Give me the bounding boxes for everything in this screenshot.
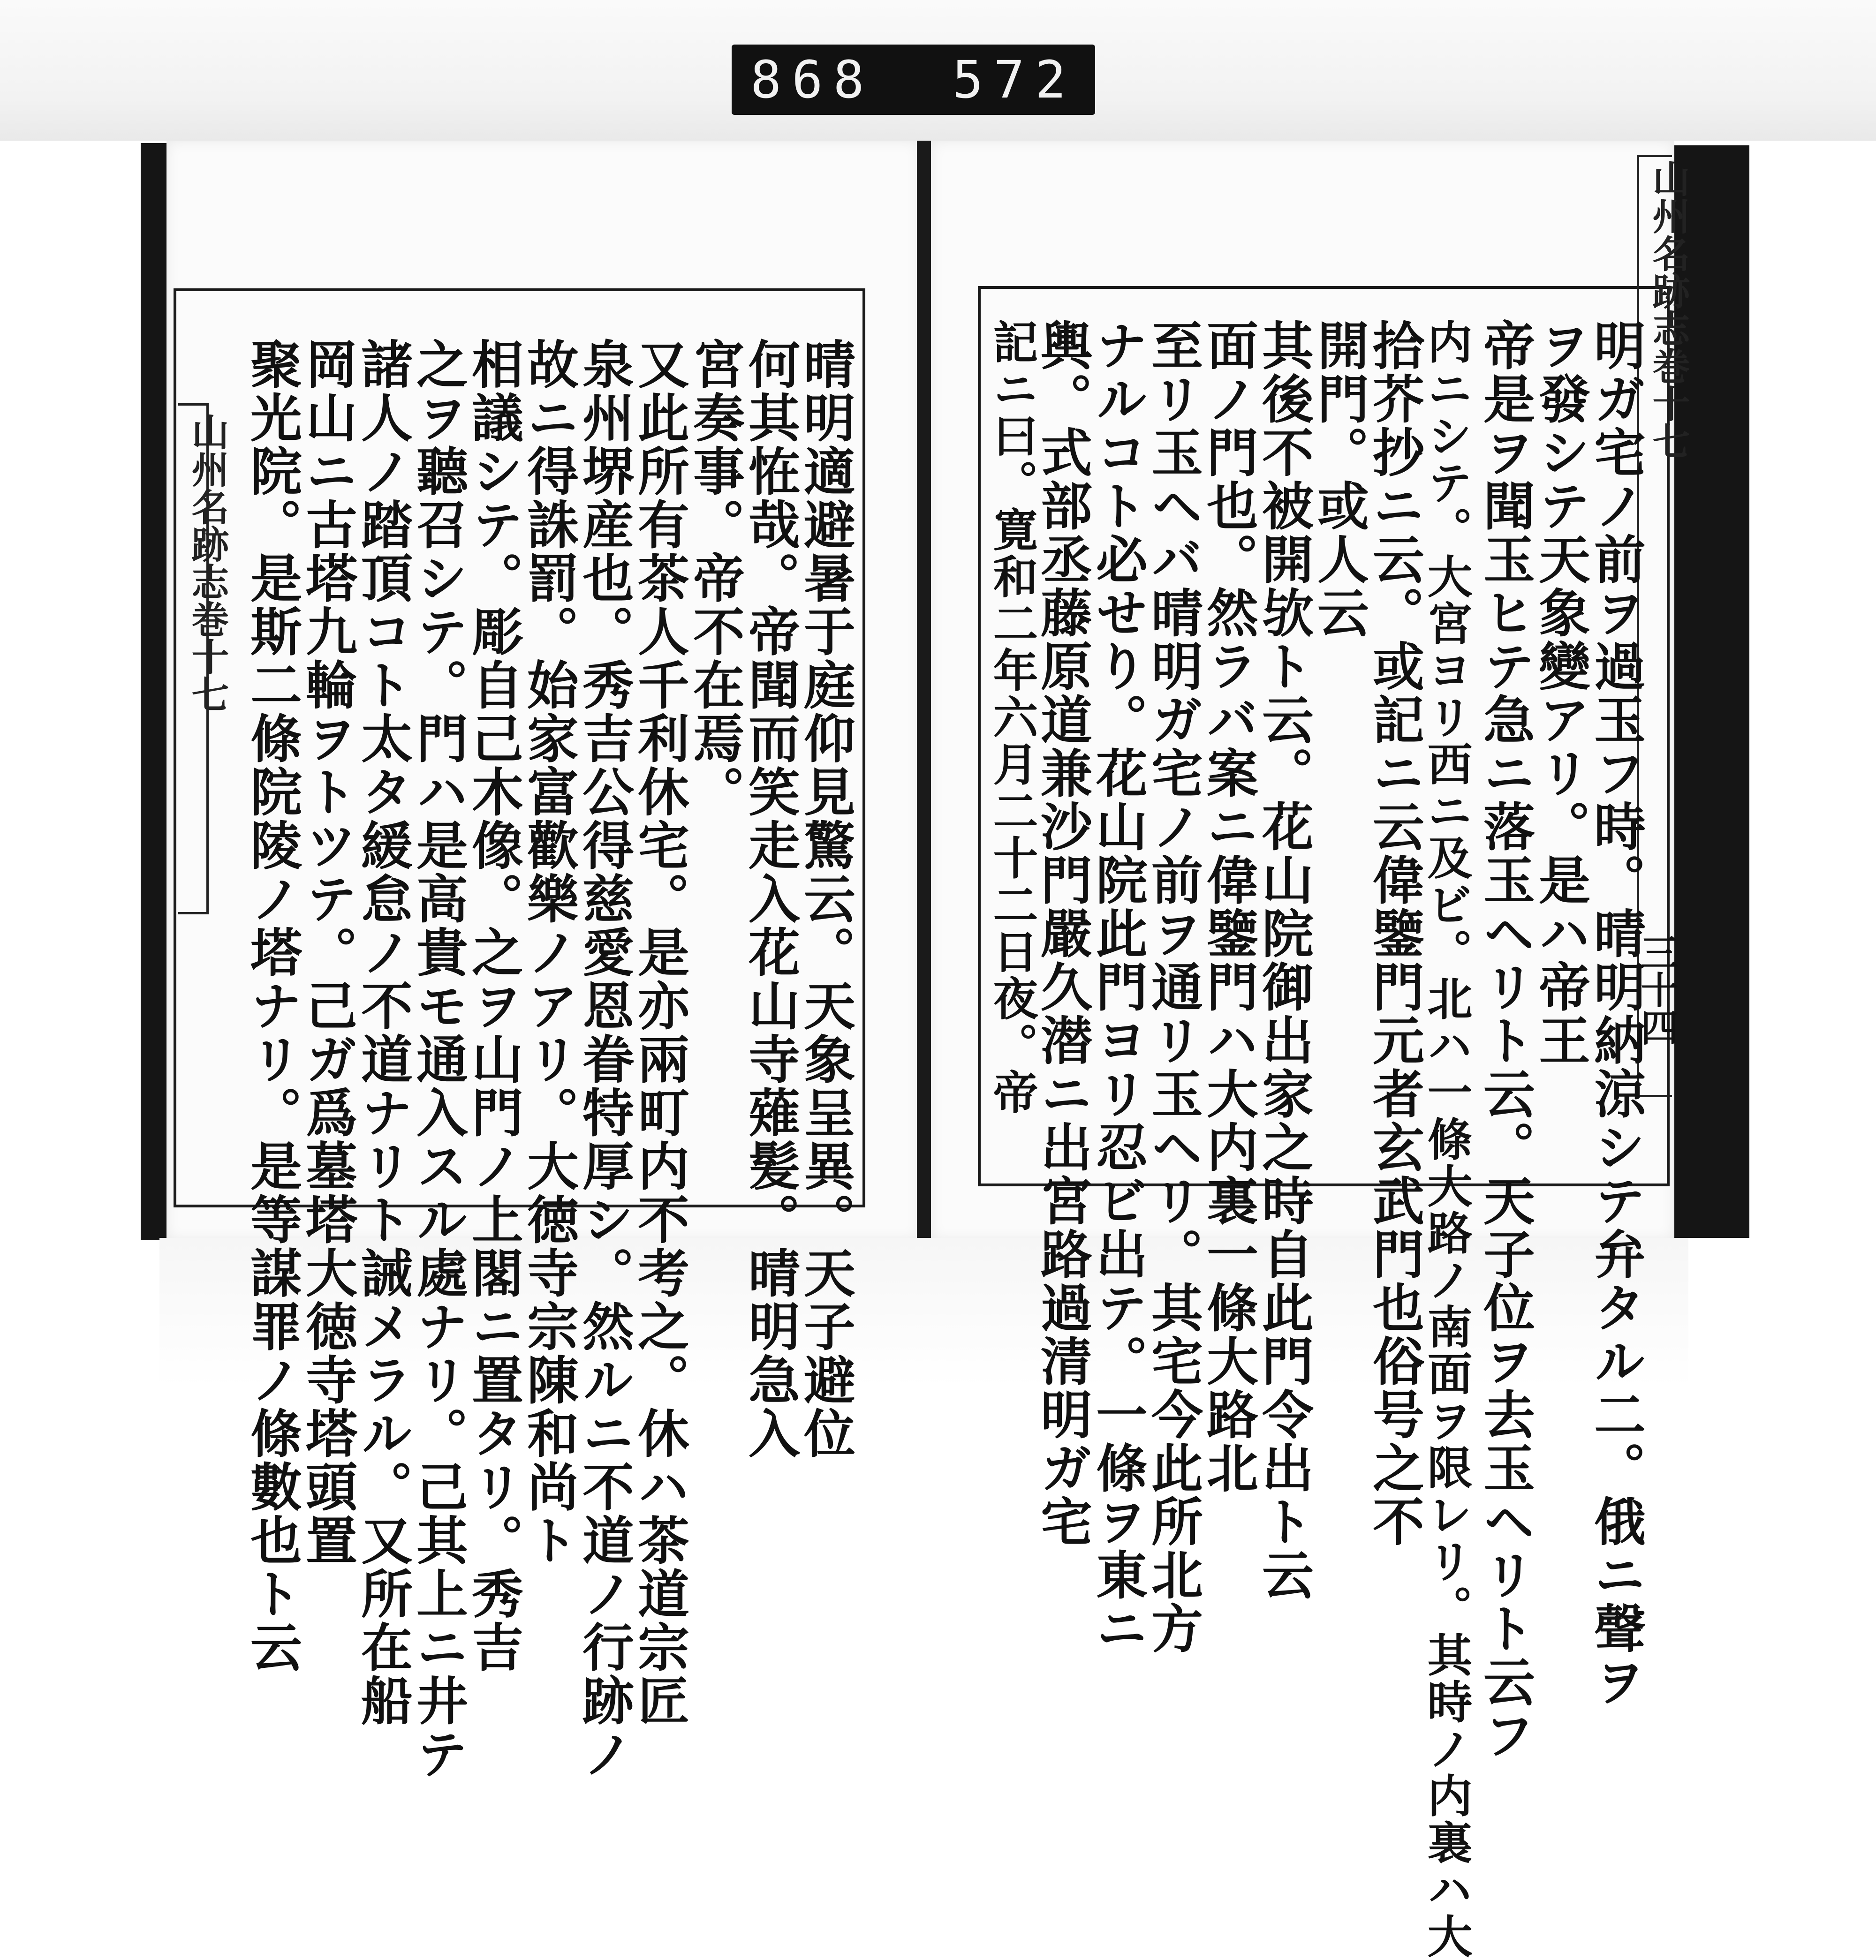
left-column-10: 岡山ニ古塔九輪ヲトツテ。己ガ爲墓塔大徳寺塔頭置 xyxy=(297,338,358,1567)
right-page-header: 山州名跡志巻十七 xyxy=(1646,159,1690,460)
right-column-7: 其後不被開欤ト云。花山院御出家之時自此門令出ト云 xyxy=(1254,319,1314,1602)
right-column-3: 帝是ヲ聞玉ヒテ急ニ落玉ヘリト云。天子位ヲ去玉ヘリト云フ xyxy=(1475,319,1536,1762)
book-gutter xyxy=(917,141,931,1266)
left-column-9: 諸人ノ踏頂コト太タ緩怠ノ不道ナリト誡メラル。又所在船 xyxy=(353,338,413,1727)
right-column-11: 輿。式部丞藤原道兼沙門嚴久潜ニ出宮路過清明ガ宅 xyxy=(1032,319,1093,1548)
right-page-marker: 三十四 xyxy=(1634,933,1679,1046)
left-column-5: 泉州堺産也。秀吉公得慈愛恩眷特厚シ。然ルニ不道ノ行跡ノ xyxy=(574,338,635,1781)
left-column-1: 晴明適避暑于庭仰見驚云。天象呈異。天子避位 xyxy=(795,338,856,1460)
left-column-2: 何其恠哉。帝聞而笑走入花山寺薙髪。晴明急入 xyxy=(740,338,801,1460)
microfilm-frame-label xyxy=(732,45,1095,115)
left-column-8: 之ヲ聽召シテ。門ハ是高貴モ通入スル處ナリ。己其上ニ井テ xyxy=(408,338,469,1781)
right-column-12: 記ニ曰。寛和二年六月二十二日夜。帝 xyxy=(986,319,1039,1116)
right-column-1: 明ガ宅ノ前ヲ過玉フ時。晴明納涼シテ弁タル二。俄ニ聲ヲ xyxy=(1586,319,1646,1709)
right-column-6: 開門。或人云 xyxy=(1309,319,1369,640)
left-column-4: 又此所有茶人千利休宅。是亦兩町内不考之。休ハ茶道宗匠 xyxy=(629,338,690,1727)
frame-left-number: 868 xyxy=(750,50,875,110)
right-column-2: ヲ發シテ天象變アリ。是ハ帝王 xyxy=(1530,319,1591,1067)
right-column-4: 内ニシテ。大宮ヨリ西ニ及ビ。北ハ一條大路ノ南面ヲ限レリ。其時ノ内裏ハ大 xyxy=(1420,319,1473,1960)
left-column-11: 聚光院。是斯二條院陵ノ塔ナリ。是等謀罪ノ條數也ト云 xyxy=(242,338,303,1674)
left-page-header: 山州名跡志巻十七 xyxy=(185,413,229,713)
left-column-7: 相議シテ。彫自己木像。之ヲ山門ノ上閣ニ置タリ。秀吉 xyxy=(463,338,524,1674)
right-column-5: 拾芥抄ニ云。或記ニ云偉鑒門元者玄武門也俗号之不 xyxy=(1364,319,1425,1548)
right-column-10: ナルコト必せり。花山院此門ヨリ忍ビ出テ。一條ヲ東ニ xyxy=(1088,319,1148,1655)
left-column-6: 故ニ得誅罰。始家富歡樂ノアリ。大徳寺宗陳和尚ト xyxy=(519,338,579,1567)
frame-right-number: 572 xyxy=(952,50,1076,110)
right-column-9: 至リ玉ヘバ晴明ガ宅ノ前ヲ通リ玉ヘリ。其宅今此所北方 xyxy=(1143,319,1203,1655)
left-column-3: 宮奏事。帝不在焉。 xyxy=(685,338,745,819)
right-column-8: 面ノ門也。然ラバ案ニ偉鑒門ハ大内裏一條大路北 xyxy=(1198,319,1259,1495)
